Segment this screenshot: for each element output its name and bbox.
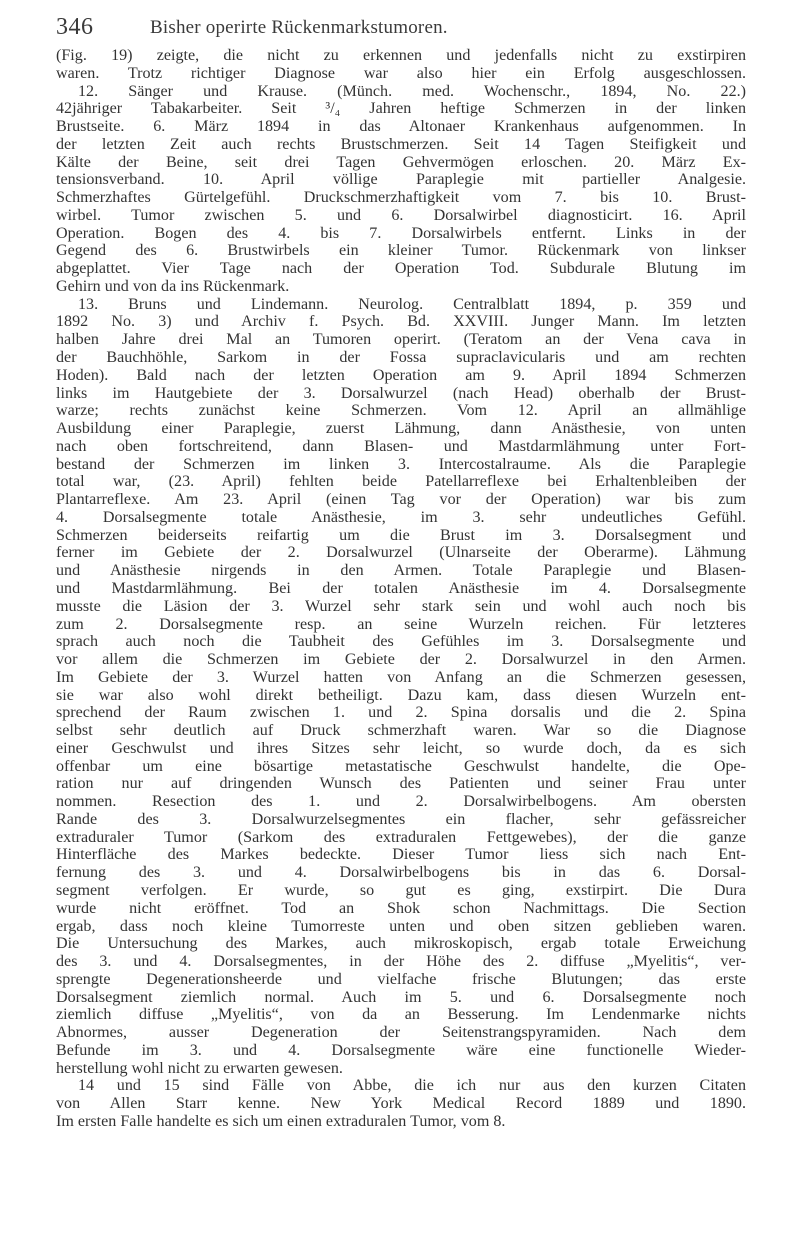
- text-line: Gegend des 6. Brustwirbels ein kleiner Tumor. Rückenmark von linkser: [56, 242, 746, 260]
- text-line: ration nur auf dringenden Wunsch des Patienten und seiner Frau unter: [56, 775, 746, 793]
- text-line: Rande des 3. Dorsalwurzelsegmentes ein flacher, sehr gefässreicher: [56, 810, 746, 828]
- text-line: der letzten Zeit auch rechts Brustschmerzen. Seit 14 Tagen Steifigkeit und: [56, 135, 746, 153]
- text-line: offenbar um eine bösartige metastatische Geschwulst handelte, die Ope-: [56, 757, 746, 775]
- text-line: segment verfolgen. Er wurde, so gut es ging, exstirpirt. Die Dura: [56, 881, 746, 899]
- text-line: total war, (23. April) fehlten beide Patellarreflexe bei Erhaltenbleiben der: [56, 473, 746, 491]
- text-line: herstellung wohl nicht zu erwarten gewesen.: [56, 1059, 343, 1077]
- running-title: Bisher operirte Rückenmarkstumoren.: [150, 17, 448, 38]
- text-line: einer Geschwulst und ihres Sitzes sehr leicht, so wurde doch, da es sich: [56, 739, 746, 757]
- text-line: sprach auch noch die Taubheit des Gefühles im 3. Dorsalsegmente und: [56, 633, 746, 651]
- text-line: von Allen Starr kenne. New York Medical Record 1889 und 1890.: [56, 1095, 746, 1113]
- text-line: Im ersten Falle handelte es sich um einen extraduralen Tumor, vom 8.: [56, 1112, 506, 1130]
- text-line: Ausbildung einer Paraplegie, zuerst Lähmung, dann Anästhesie, von unten: [56, 420, 746, 438]
- text-line: nach oben fortschreitend, dann Blasen- und Mastdarmlähmung unter Fort-: [56, 437, 746, 455]
- text-line: halben Jahre drei Mal an Tumoren operirt. (Teratom an der Vena cava in: [56, 331, 746, 349]
- text-line: 12. Sänger und Krause. (Münch. med. Wochenschr., 1894, No. 22.): [78, 82, 746, 100]
- text-line: Schmerzhaftes Gürtelgefühl. Druckschmerzhaftigkeit vom 7. bis 10. Brust-: [56, 189, 746, 207]
- text-line: wurde nicht eröffnet. Tod an Shok schon Nachmittags. Die Section: [56, 899, 746, 917]
- text-line: Hinterfläche des Markes bedeckte. Dieser Tumor liess sich nach Ent-: [56, 846, 746, 864]
- text-line: nommen. Resection des 1. und 2. Dorsalwirbelbogens. Am obersten: [56, 793, 746, 811]
- text-line: Kälte der Beine, seit drei Tagen Gehvermögen erloschen. 20. März Ex-: [56, 153, 746, 171]
- text-line: zum 2. Dorsalsegmente resp. an seine Wurzeln reichen. Für letzteres: [56, 615, 746, 633]
- text-line: Schmerzen beiderseits reifartig um die Brust im 3. Dorsalsegment und: [56, 526, 746, 544]
- page-number: 346: [56, 14, 94, 40]
- text-line: extraduraler Tumor (Sarkom des extraduralen Fettgewebes), der die ganze: [56, 828, 746, 846]
- text-line: der Bauchhöhle, Sarkom in der Fossa supraclavicularis und am rechten: [56, 349, 746, 367]
- text-line: selbst sehr deutlich auf Druck schmerzhaft waren. War so die Diagnose: [56, 722, 746, 740]
- text-line: waren. Trotz richtiger Diagnose war also hier ein Erfolg ausgeschlossen.: [56, 64, 746, 82]
- text-line: abgeplattet. Vier Tage nach der Operation Tod. Subdurale Blutung im: [56, 260, 746, 278]
- text-line: Hoden). Bald nach der letzten Operation am 9. April 1894 Schmerzen: [56, 366, 746, 384]
- text-line: Plantarreflexe. Am 23. April (einen Tag vor der Operation) war bis zum: [56, 491, 746, 509]
- text-line: Dorsalsegment ziemlich normal. Auch im 5. und 6. Dorsalsegmente noch: [56, 988, 746, 1006]
- text-line: ziemlich diffuse „Myelitis“, von da an Besserung. Im Lendenmarke nichts: [56, 1006, 746, 1024]
- text-line: (Fig. 19) zeigte, die nicht zu erkennen und jedenfalls nicht zu exstirpiren: [56, 47, 746, 64]
- text-line: links im Hautgebiete der 3. Dorsalwurzel (nach Head) oberhalb der Brust-: [56, 384, 746, 402]
- body-text: [56, 47, 746, 1131]
- text-line: 13. Bruns und Lindemann. Neurolog. Centralblatt 1894, p. 359 und: [78, 295, 746, 313]
- text-line: Gehirn und von da ins Rückenmark.: [56, 277, 290, 295]
- text-line: ferner im Gebiete der 2. Dorsalwurzel (Ulnarseite der Oberarme). Lähmung: [56, 544, 746, 562]
- text-line: Befunde im 3. und 4. Dorsalsegmente wäre eine functionelle Wieder-: [56, 1041, 746, 1059]
- text-line: musste die Läsion der 3. Wurzel sehr stark sein und wohl auch noch bis: [56, 597, 746, 615]
- text-line: wirbel. Tumor zwischen 5. und 6. Dorsalwirbel diagnosticirt. 16. April: [56, 206, 746, 224]
- text-line: Abnormes, ausser Degeneration der Seitenstrangspyramiden. Nach dem: [56, 1024, 746, 1042]
- text-line: vor allem die Schmerzen im Gebiete der 2. Dorsalwurzel in den Armen.: [56, 651, 746, 669]
- text-line: Die Untersuchung des Markes, auch mikroskopisch, ergab totale Erweichung: [56, 935, 746, 953]
- text-line: Operation. Bogen des 4. bis 7. Dorsalwirbels entfernt. Links in der: [56, 224, 746, 242]
- text-line: sprechend der Raum zwischen 1. und 2. Spina dorsalis und die 2. Spina: [56, 704, 746, 722]
- text-line: des 3. und 4. Dorsalsegmentes, in der Höhe des 2. diffuse „Myelitis“, ver-: [56, 953, 746, 971]
- text-line: tensionsverband. 10. April völlige Paraplegie mit partieller Analgesie.: [56, 171, 746, 189]
- text-line: und Anästhesie nirgends in den Armen. Totale Paraplegie und Blasen-: [56, 562, 746, 580]
- text-line: 1892 No. 3) und Archiv f. Psych. Bd. XXVIII. Junger Mann. Im letzten: [56, 313, 746, 331]
- text-line: fernung des 3. und 4. Dorsalwirbelbogens bis in das 6. Dorsal-: [56, 864, 746, 882]
- text-line: Brustseite. 6. März 1894 in das Altonaer Krankenhaus aufgenommen. In: [56, 118, 746, 136]
- text-line: und Mastdarmlähmung. Bei der totalen Anästhesie im 4. Dorsalsegmente: [56, 579, 746, 597]
- text-line: 4. Dorsalsegmente totale Anästhesie, im 3. sehr undeutliches Gefühl.: [56, 508, 746, 526]
- text-line: 42jähriger Tabakarbeiter. Seit ³/₄ Jahren heftige Schmerzen in der linken: [56, 100, 746, 118]
- text-line: Im Gebiete der 3. Wurzel hatten von Anfang an die Schmerzen gesessen,: [56, 668, 746, 686]
- text-line: 14 und 15 sind Fälle von Abbe, die ich nur aus den kurzen Citaten: [78, 1077, 746, 1095]
- text-line: ergab, dass noch kleine Tumorreste unten und oben sitzen geblieben waren.: [56, 917, 746, 935]
- text-line: sie war also wohl direkt betheiligt. Dazu kam, dass diesen Wurzeln ent-: [56, 686, 746, 704]
- text-line: warze; rechts zunächst keine Schmerzen. Vom 12. April an allmählige: [56, 402, 746, 420]
- page-header: [56, 14, 744, 44]
- text-line: sprengte Degenerationsheerde und vielfache frische Blutungen; das erste: [56, 970, 746, 988]
- text-line: bestand der Schmerzen im linken 3. Intercostalraume. Als die Paraplegie: [56, 455, 746, 473]
